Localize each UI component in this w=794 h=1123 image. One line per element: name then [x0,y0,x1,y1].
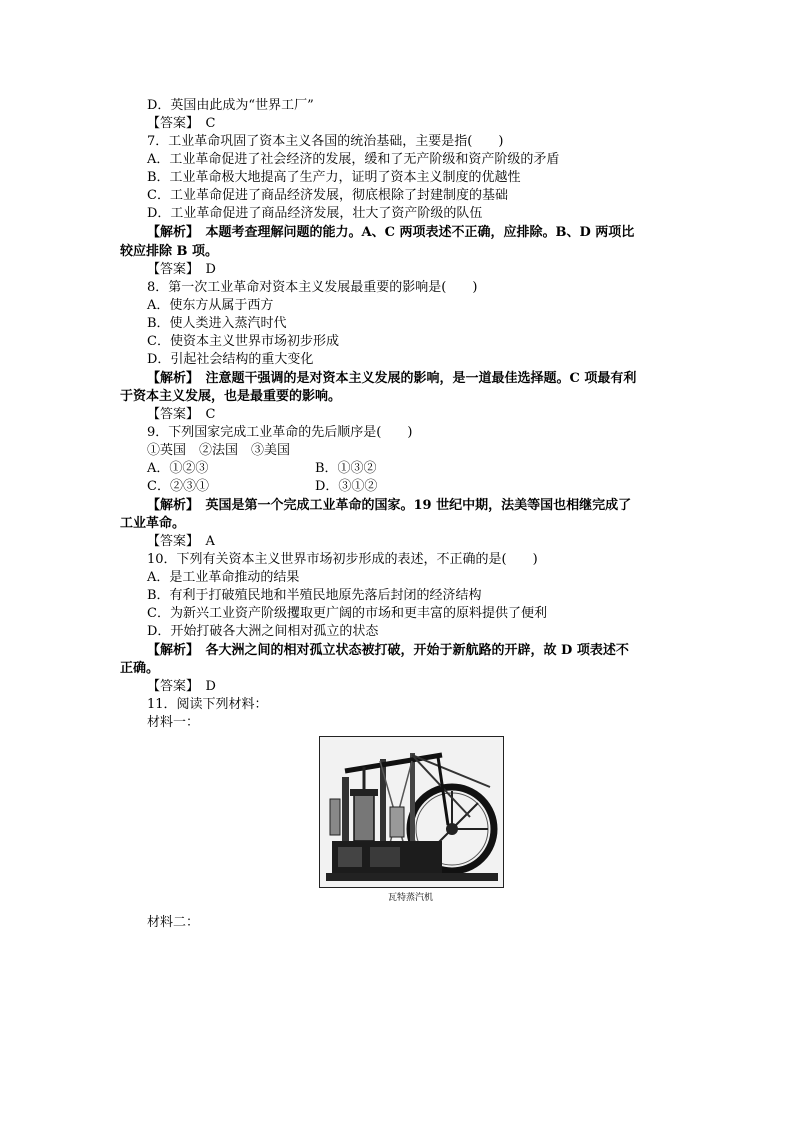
q9-answer: 【答案】 A [147,534,215,549]
q9-options-row2 [147,478,377,496]
q9-items: ①英国 ②法国 ③美国 [147,443,291,458]
figure-caption: 瓦特蒸汽机 [387,893,433,903]
q7-answer: 【答案】 D [147,262,216,277]
q9-option-b: B．①③② [315,461,377,476]
q8-answer: 【答案】 C [147,407,216,422]
q10-option-d: D．开始打破各大洲之间相对孤立的状态 [147,624,379,639]
q7-stem: 7．工业革命巩固了资本主义各国的统治基础，主要是指( ) [147,134,504,149]
q7-analysis-cont: 较应排除 B 项。 [120,244,219,259]
q10-option-a: A．是工业革命推动的结果 [147,570,300,585]
q9-option-a: A．①②③ [147,461,209,476]
q6-answer: 【答案】 C [147,116,216,131]
q6-option-d: D．英国由此成为“世界工厂” [147,98,314,113]
q11-stem: 11．阅读下列材料： [147,697,268,712]
q8-option-d: D．引起社会结构的重大变化 [147,352,314,367]
q10-option-b: B．有利于打破殖民地和半殖民地原先落后封闭的经济结构 [147,588,482,603]
q8-analysis: 【解析】 注意题干强调的是对资本主义发展的影响，是一道最佳选择题。C 项最有利 [147,371,637,386]
q10-option-c: C．为新兴工业资产阶级攫取更广阔的市场和更丰富的原料提供了便利 [147,606,547,621]
q8-option-b: B．使人类进入蒸汽时代 [147,316,287,331]
q10-analysis: 【解析】 各大洲之间的相对孤立状态被打破，开始于新航路的开辟，故 D 项表述不 [147,643,629,658]
q9-option-d: D．③①② [315,479,378,494]
q9-option-c: C．②③① [147,479,209,494]
q8-stem: 8．第一次工业革命对资本主义发展最重要的影响是( ) [147,280,478,295]
watt-steam-engine-image [319,736,504,888]
q7-option-d: D．工业革命促进了商品经济发展，壮大了资产阶级的队伍 [147,206,483,221]
q10-stem: 10．下列有关资本主义世界市场初步形成的表述，不正确的是( ) [147,552,538,567]
q10-analysis-cont: 正确。 [120,661,160,676]
q7-option-c: C．工业革命促进了商品经济发展，彻底根除了封建制度的基础 [147,188,508,203]
q8-option-c: C．使资本主义世界市场初步形成 [147,334,339,349]
q10-answer: 【答案】 D [147,679,216,694]
q9-analysis: 【解析】 英国是第一个完成工业革命的国家。19 世纪中期，法美等国也相继完成了 [147,498,632,513]
q9-options-row1 [147,460,377,478]
steam-engine-illustration [320,737,503,887]
q8-option-a: A．使东方从属于西方 [147,298,274,313]
q7-option-a: A．工业革命促进了社会经济的发展，缓和了无产阶级和资产阶级的矛盾 [147,152,560,167]
material-one-label: 材料一： [147,715,200,730]
q7-analysis: 【解析】 本题考查理解问题的能力。A、C 两项表述不正确，应排除。B、D 两项比 [147,225,635,240]
q8-analysis-cont: 于资本主义发展，也是最重要的影响。 [120,389,342,404]
q7-option-b: B．工业革命极大地提高了生产力，证明了资本主义制度的优越性 [147,170,521,185]
q9-analysis-cont: 工业革命。 [120,516,186,531]
material-two-label: 材料二： [147,915,200,930]
q9-stem: 9．下列国家完成工业革命的先后顺序是( ) [147,425,413,440]
